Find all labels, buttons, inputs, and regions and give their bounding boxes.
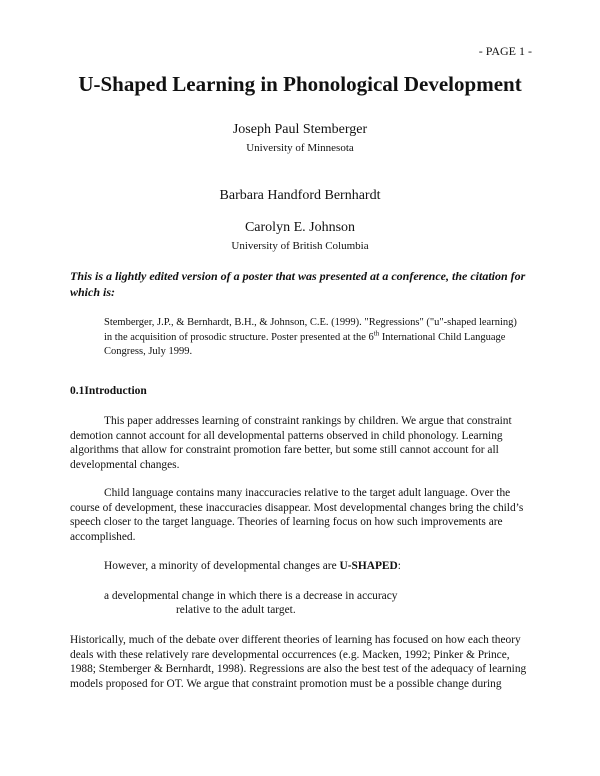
author-name: Joseph Paul Stemberger xyxy=(232,122,368,137)
u-shaped-colon: : xyxy=(397,560,401,572)
definition-line: relative to the adult target. xyxy=(176,604,296,616)
edited-version-note: This is a lightly edited version of a poster that was presented at a conference, the citation for which is: xyxy=(70,269,526,299)
section-heading xyxy=(70,385,147,397)
author-name: Barbara Handford Bernhardt xyxy=(219,188,381,203)
citation-text-end: International Child Language Congress, July 1999. xyxy=(104,331,506,357)
citation-text: Stemberger, J.P., & Bernhardt, B.H., & Johnson, C.E. (1999). "Regressions" ("u"-shaped learning) in the acquisition of prosodic structure. Poster presented at the 6 xyxy=(104,317,517,343)
author-affiliation: University of British Columbia xyxy=(231,240,369,252)
body-paragraph: This paper addresses learning of constraint rankings by children. We argue that constraint demotion cannot account for all developmental patterns observed in child phonology. Learning algorithms that allow for constraint promotion fare better, but some still cannot account for all developmental changes. xyxy=(70,415,512,472)
definition-line: a developmental change in which there is a decrease in accuracy xyxy=(104,590,398,602)
section-title: Introduction xyxy=(84,385,147,397)
body-paragraph: Child language contains many inaccuracies relative to the target adult language. Over the course of development, these inaccuracies disappear. Most developmental changes bring the child’s speech closer to the target language. Theories of learning focus on how such improvements are accomplished. xyxy=(70,487,524,544)
u-shaped-term: U-SHAPED xyxy=(339,560,398,572)
author-name: Carolyn E. Johnson xyxy=(244,220,356,235)
citation-superscript: th xyxy=(373,329,380,337)
u-shaped-intro xyxy=(104,560,401,572)
u-shaped-intro-text: However, a minority of developmental changes are xyxy=(104,560,340,572)
section-number: 0.1 xyxy=(70,385,85,397)
paper-title: U-Shaped Learning in Phonological Development xyxy=(78,72,522,96)
citation-block xyxy=(104,316,524,360)
author-affiliation: University of Minnesota xyxy=(246,142,354,154)
page-number: - PAGE 1 - xyxy=(478,44,532,58)
body-paragraph: Historically, much of the debate over different theories of learning has focused on how each theory deals with these relatively rare developmental occurrences (e.g. Macken, 1992; Pinker & Prince, 1988; Stemberger & Bernhardt, 1998). Regressions are also the best test of the adequacy of learning models proposed for OT. We argue that constraint promotion must be a possible change during xyxy=(70,634,527,691)
